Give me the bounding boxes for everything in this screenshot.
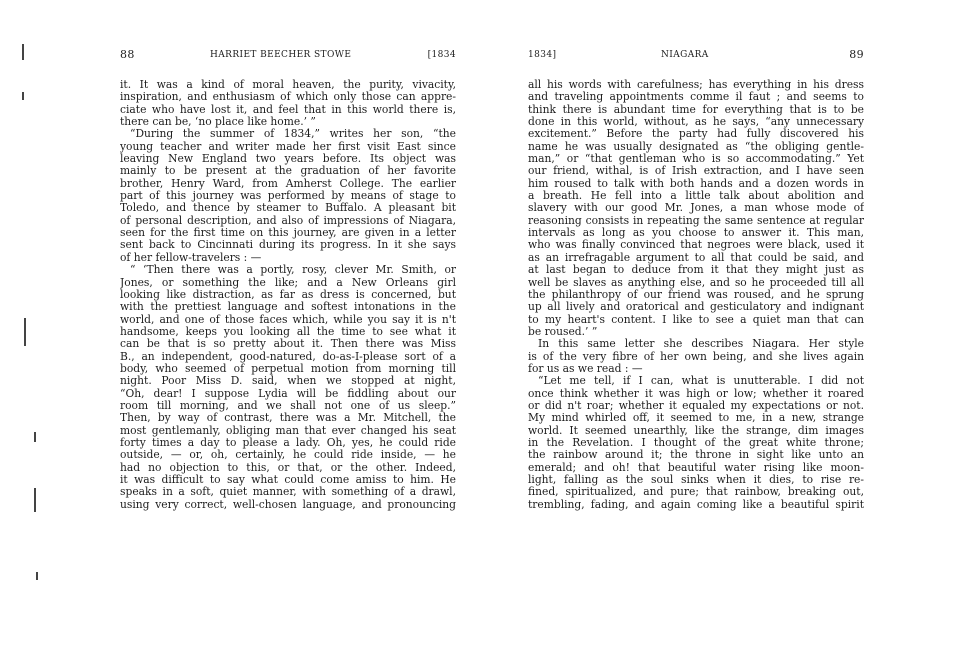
- text-line: “Oh, dear! I suppose Lydia will be fiddling about our: [120, 387, 456, 400]
- right-page: [528, 50, 864, 511]
- text-line: and traveling appointments comme il faut ; and seems to: [528, 91, 864, 104]
- text-line: mainly to be present at the graduation of her favorite: [120, 165, 456, 178]
- text-line: outside, — or, oh, certainly, he could ride inside, — he: [120, 449, 456, 462]
- text-line: light, falling as the soul sinks when it dies, to rise re-: [528, 474, 864, 486]
- left-page: [120, 50, 456, 511]
- text-line: emerald; and oh! that beautiful water rising like moon-: [528, 461, 864, 474]
- text-line: in the Revelation. I thought of the great white throne;: [528, 436, 864, 449]
- left-running-head: HARRIET BEECHER STOWE: [210, 50, 352, 60]
- text-line: up all lively and oratorical and gesticulatory and indignant: [528, 301, 864, 314]
- text-line: to my heart's content. I like to see a quiet man that can: [528, 313, 864, 326]
- right-page-text: [528, 79, 864, 511]
- text-line: night. Poor Miss D. said, when we stopped at night,: [120, 375, 456, 388]
- text-line: excitement.” Before the party had fully discovered his: [528, 128, 864, 141]
- text-line: brother, Henry Ward, from Amherst College. The earlier: [120, 177, 456, 190]
- scan-edge-mark: [36, 572, 38, 580]
- text-line: “ ‘Then there was a portly, rosy, clever Mr. Smith, or: [130, 264, 456, 277]
- text-line: him roused to talk with both hands and a dozen words in: [528, 177, 864, 190]
- right-running-head: NIAGARA: [661, 50, 709, 60]
- text-line: Toledo, and thence by steamer to Buffalo. A pleasant bit: [120, 202, 456, 215]
- text-line: My mind whirled off, it seemed to me, in a new, strange: [528, 412, 864, 425]
- text-line: think there is abundant time for everything that is to be: [528, 103, 864, 116]
- right-page-number: 89: [849, 48, 864, 61]
- right-page-header: [528, 50, 864, 66]
- text-line: ciate who have lost it, and feel that in this world there is,: [120, 103, 456, 116]
- text-line: for us as we read : —: [528, 362, 643, 375]
- scan-edge-mark: [34, 488, 36, 512]
- text-line: it was difficult to say what could come amiss to him. He: [120, 474, 456, 486]
- text-line: or did n't roar; whether it equaled my expectations or not.: [528, 399, 864, 412]
- text-line: B., an independent, good-natured, do-as-I-please sort of a: [120, 350, 456, 363]
- text-line: slavery with our good Mr. Jones, a man whose mode of: [528, 202, 864, 215]
- text-line: of her fellow-travelers : —: [120, 251, 262, 264]
- text-line: at last began to deduce from it that they might just as: [528, 264, 864, 277]
- text-line: our friend, withal, is of Irish extraction, and I have seen: [528, 165, 864, 178]
- left-page-header: [120, 50, 456, 66]
- text-line: looking like distraction, as far as dress is concerned, but: [120, 288, 456, 301]
- scan-edge-mark: [24, 318, 26, 346]
- text-line: inspiration, and enthusiasm of which only those can appre-: [120, 91, 456, 104]
- text-line: it. It was a kind of moral heaven, the purity, vivacity,: [120, 79, 456, 91]
- text-line: can be that is so pretty about it. Then there was Miss: [120, 338, 456, 351]
- text-line: the philanthropy of our friend was roused, and he sprung: [528, 288, 864, 301]
- text-line: had no objection to this, or that, or the other. Indeed,: [120, 461, 456, 474]
- text-line: of personal description, and also of impressions of Niagara,: [120, 214, 456, 227]
- text-line: young teacher and writer made her first visit East since: [120, 140, 456, 153]
- text-line: body, who seemed of perpetual motion from morning till: [120, 362, 456, 375]
- text-line: “Let me tell, if I can, what is unutterable. I did not: [538, 375, 864, 388]
- text-line: world, and one of those faces which, while you say it is n't: [120, 313, 456, 326]
- text-line: the rainbow around it; the throne in sight like unto an: [528, 449, 864, 462]
- text-line: a breath. He fell into a little talk about abolition and: [528, 190, 864, 203]
- text-line: Jones, or something the like; and a New Orleans girl: [120, 276, 456, 289]
- text-line: seen for the first time on this journey, are given in a letter: [120, 227, 456, 240]
- text-line: Then, by way of contrast, there was a Mr. Mitchell, the: [120, 412, 456, 425]
- text-line: using very correct, well-chosen language, and pronouncing: [120, 498, 456, 511]
- text-line: well be slaves as anything else, and so he proceeded till all: [528, 276, 864, 289]
- text-line: leaving New England two years before. Its object was: [120, 153, 456, 166]
- text-line: “During the summer of 1834,” writes her son, “the: [130, 128, 456, 141]
- text-line: In this same letter she describes Niagara. Her style: [538, 338, 864, 351]
- text-line: who was finally convinced that negroes were black, used it: [528, 239, 864, 252]
- text-line: part of this journey was performed by means of stage to: [120, 190, 456, 203]
- text-line: as an irrefragable argument to all that could be said, and: [528, 251, 864, 264]
- text-line: fined, spiritualized, and pure; that rainbow, breaking out,: [528, 486, 864, 499]
- text-line: be roused.’ ”: [528, 325, 598, 338]
- scan-edge-mark: [34, 432, 36, 442]
- left-page-number: 88: [120, 48, 135, 61]
- left-page-year: [1834: [427, 50, 456, 60]
- text-line: speaks in a soft, quiet manner, with something of a drawl,: [120, 486, 456, 499]
- text-line: room till morning, and we shall not one of us sleep.”: [120, 399, 456, 412]
- text-line: intervals as long as you choose to answer it. This man,: [528, 227, 864, 240]
- text-line: reasoning consists in repeating the same sentence at regular: [528, 214, 864, 227]
- left-page-text: [120, 79, 456, 511]
- text-line: trembling, fading, and again coming like a beautiful spirit: [528, 498, 864, 511]
- text-line: with the prettiest language and softest intonations in the: [120, 301, 456, 314]
- text-line: man,” or “that gentleman who is so accommodating.” Yet: [528, 153, 864, 166]
- text-line: most gentlemanly, obliging man that ever changed his seat: [120, 424, 456, 437]
- text-line: forty times a day to please a lady. Oh, yes, he could ride: [120, 436, 456, 449]
- scan-edge-mark: [22, 92, 24, 100]
- text-line: once think whether it was high or low; whether it roared: [528, 387, 864, 400]
- text-line: handsome, keeps you looking all the time to see what it: [120, 325, 456, 338]
- text-line: sent back to Cincinnati during its progress. In it she says: [120, 239, 456, 252]
- text-line: all his words with carefulness; has everything in his dress: [528, 79, 864, 91]
- right-page-year: 1834]: [528, 50, 557, 60]
- text-line: name he was usually designated as “the obliging gentle-: [528, 140, 864, 153]
- text-line: is of the very fibre of her own being, and she lives again: [528, 350, 864, 363]
- text-line: there can be, ‘no place like home.’ ”: [120, 116, 316, 129]
- text-line: done in this world, without, as he says, “any unnecessary: [528, 116, 864, 129]
- text-line: world. It seemed unearthly, like the strange, dim images: [528, 424, 864, 437]
- scan-edge-mark: [22, 44, 24, 60]
